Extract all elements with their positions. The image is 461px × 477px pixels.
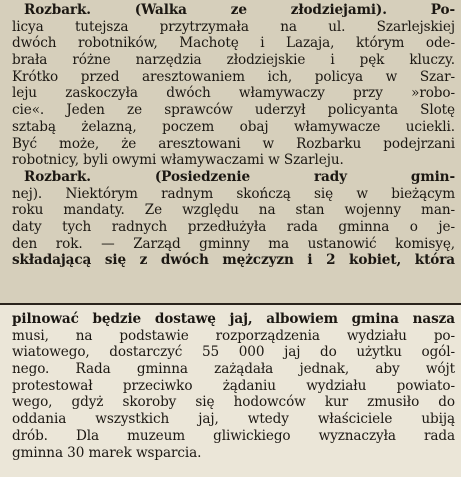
text-line: nej). Niektórym radnym skończą się w bieżącym: [12, 185, 455, 202]
text-line: den rok. — Zarząd gminny ma ustanowić komisyę,: [12, 235, 455, 252]
text-line: Rozbark. (Posiedzenie rady gmin-: [24, 168, 455, 185]
text-line: pilnować będzie dostawę jaj, albowiem gmina nasza: [12, 311, 455, 327]
text-line: protestował przeciwko żądaniu wydziału powiato-: [12, 377, 455, 394]
text-line: licya tutejsza przytrzymała na ul. Szarlejskiej: [12, 18, 455, 35]
text-line: sztabą żelazną, poczem obaj włamywacze uciekli.: [12, 118, 455, 135]
text-line: oddania wszystkich jaj, wtedy właściciele ubiją: [12, 411, 455, 428]
text-line: cie«. Jeden ze sprawców uderzył policyanta Slotę: [12, 102, 455, 119]
text-line: Krótko przed aresztowaniem ich, policya w Szar-: [12, 68, 455, 85]
text-line: musi, na podstawie rozporządzenia wydziału po-: [12, 327, 455, 344]
text-line: leju zaskoczyła dwóch włamywaczy przy »robo-: [12, 85, 455, 102]
text-line: drób. Dla muzeum gliwickiego wyznaczyła rada: [12, 427, 455, 444]
text-line: gminna 30 marek wsparcia.: [12, 444, 202, 461]
text-line: dwóch robotników, Machotę i Lazaja, którym ode-: [12, 35, 455, 52]
text-line: Rozbark. (Walka ze złodziejami). Po-: [24, 2, 455, 18]
text-line: wiatowego, dostarczyć 55 000 jaj do użytku ogól-: [12, 344, 455, 361]
text-line: daty tych radnych przedłużyła rada gminna o je-: [12, 218, 455, 235]
text-line: brała różne narzędzia złodziejskie i pęk kluczy.: [12, 52, 455, 69]
text-line: Być może, że aresztowani w Rozbarku podejrzani: [12, 135, 455, 152]
text-line: robotnicy, byli owymi włamywaczami w Szarleju.: [12, 152, 344, 169]
text-line: nego. Rada gminna zażądała jednak, aby wójt: [12, 361, 455, 378]
text-line: składającą się z dwóch mężczyzn i 2 kobiet, która: [12, 252, 455, 269]
article-clipping-bottom: [0, 303, 461, 477]
text-line: wego, gdyż skoroby się hodowców kur zmusiło do: [12, 394, 455, 411]
text-line: roku mandaty. Ze względu na stan wojenny man-: [12, 202, 455, 219]
